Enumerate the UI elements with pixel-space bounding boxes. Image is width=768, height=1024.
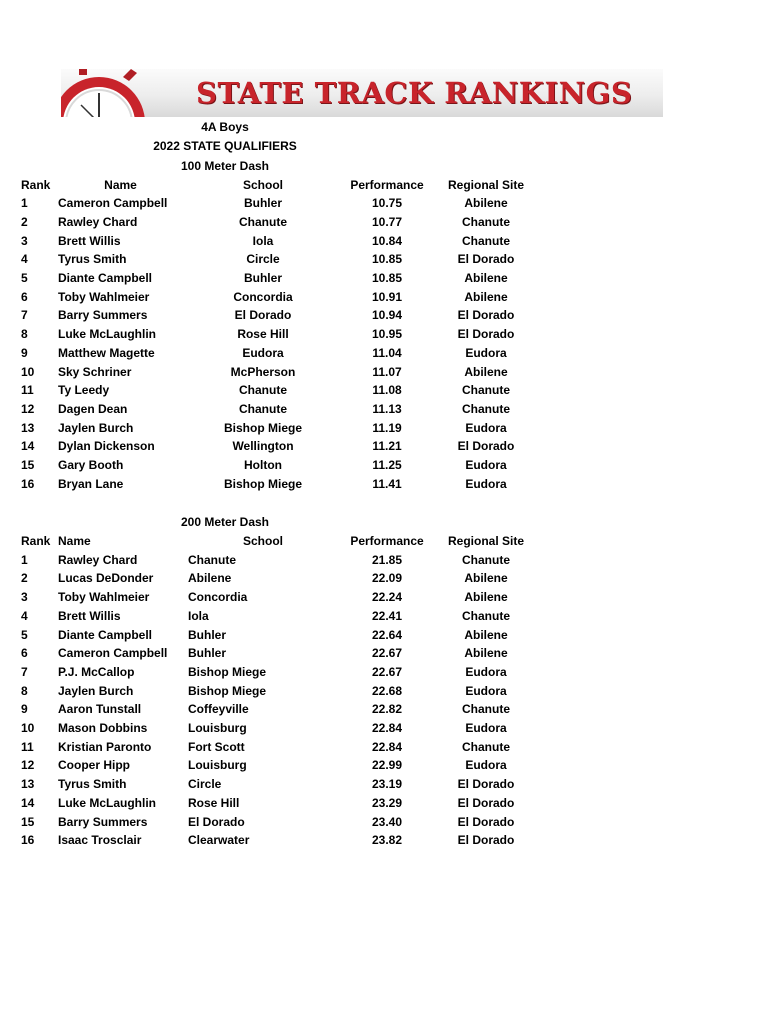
division-heading: 4A Boys [201,120,249,134]
col-performance-header: Performance [350,177,424,192]
regional-site-cell: Eudora [465,345,507,360]
regional-site-cell: Abilene [464,646,508,661]
school-cell: Chanute [239,214,287,229]
col-school-header: School [242,534,283,548]
rank-cell: 5 [21,271,28,285]
regional-site-cell: Abilene [464,627,508,642]
performance-cell: 22.64 [371,627,403,642]
school-cell: Chanute [239,401,287,416]
table-header [0,532,768,551]
school-cell: Louisburg [188,721,247,735]
school-cell: Eudora [242,345,284,360]
regional-site-cell: El Dorado [457,327,515,342]
regional-site-cell: Chanute [462,552,510,567]
col-site-header: Regional Site [447,177,524,192]
school-cell: Buhler [188,646,227,661]
school-cell: Wellington [232,439,294,454]
qualifiers-heading: 2022 STATE QUALIFIERS [153,139,297,153]
athlete-name-cell: Diante Campbell [58,627,153,642]
rank-cell: 6 [21,289,28,304]
rank-cell: 8 [21,327,28,342]
table-row [0,475,768,494]
rank-cell: 10 [21,721,35,735]
school-cell: Iola [252,233,274,248]
athlete-name-cell: Cameron Campbell [58,196,168,211]
performance-cell: 11.19 [372,420,402,435]
regional-site-cell: Eudora [465,683,507,698]
table-row [0,306,768,325]
table-row [0,831,768,850]
rank-cell: 7 [21,308,28,323]
athlete-name-cell: Toby Wahlmeier [58,590,150,605]
athlete-name-cell: Cameron Campbell [58,646,168,661]
rank-cell: 13 [21,777,35,792]
table-row [0,456,768,475]
performance-cell: 10.91 [371,289,403,304]
table-row [0,232,768,251]
performance-cell: 23.82 [371,833,403,848]
performance-cell: 10.85 [371,271,403,285]
athlete-name-cell: Matthew Magette [58,345,155,360]
regional-site-cell: Chanute [462,702,510,717]
table-row [0,344,768,363]
table-row [0,569,768,588]
school-cell: Rose Hill [237,327,289,342]
event-title: 100 Meter Dash [180,159,270,173]
athlete-name-cell: Barry Summers [58,308,148,323]
performance-cell: 23.29 [371,795,403,810]
athlete-name-cell: Mason Dobbins [58,721,148,735]
table-row [0,813,768,832]
athlete-name-cell: Rawley Chard [58,214,138,229]
regional-site-cell: Eudora [465,664,507,679]
performance-cell: 21.85 [371,552,403,567]
school-cell: Clearwater [188,833,250,848]
table-row [0,588,768,607]
table-row [0,213,768,232]
regional-site-cell: Chanute [462,233,510,248]
athlete-name-cell: Sky Schriner [58,364,132,379]
regional-site-cell: El Dorado [457,814,515,829]
table-row [0,794,768,813]
performance-cell: 10.77 [371,214,403,229]
regional-site-cell: Eudora [465,721,507,735]
regional-site-cell: Abilene [464,590,508,605]
performance-cell: 11.21 [372,439,402,454]
regional-site-cell: Eudora [465,758,507,773]
rank-cell: 1 [21,196,28,211]
table-row [0,719,768,738]
performance-cell: 10.75 [371,196,403,211]
performance-cell: 11.13 [372,401,402,416]
regional-site-cell: Chanute [462,739,510,754]
performance-cell: 10.95 [371,327,403,342]
regional-site-cell: Abilene [464,196,508,211]
col-rank-header: Rank [21,534,51,548]
table-row [0,400,768,419]
performance-cell: 11.25 [372,458,402,472]
rank-cell: 2 [21,571,28,586]
rank-cell: 4 [21,608,28,623]
performance-cell: 11.04 [372,345,402,360]
col-name-header: Name [58,534,91,548]
athlete-name-cell: Luke McLaughlin [58,327,157,342]
col-school-header: School [242,177,283,192]
school-cell: Bishop Miege [188,683,267,698]
athlete-name-cell: Diante Campbell [58,271,153,285]
regional-site-cell: Abilene [464,289,508,304]
athlete-name-cell: Jaylen Burch [58,420,134,435]
school-cell: Bishop Miege [223,476,302,491]
regional-site-cell: Chanute [462,214,510,229]
table-row [0,269,768,288]
athlete-name-cell: Isaac Trosclair [58,833,142,848]
col-name-header: Name [104,177,137,192]
athlete-name-cell: Dylan Dickenson [58,439,155,454]
table-row [0,363,768,382]
rank-cell: 15 [21,458,35,472]
rank-cell: 4 [21,252,28,267]
regional-site-cell: Chanute [462,383,510,398]
table-header [0,176,768,195]
rank-cell: 2 [21,214,28,229]
regional-site-cell: Chanute [462,401,510,416]
performance-cell: 22.84 [371,739,403,754]
athlete-name-cell: Toby Wahlmeier [58,289,150,304]
regional-site-cell: El Dorado [457,308,515,323]
table-row [0,644,768,663]
performance-cell: 11.08 [372,383,402,398]
rank-cell: 14 [21,795,35,810]
performance-cell: 22.68 [371,683,403,698]
school-cell: Concordia [188,590,248,605]
rank-cell: 11 [21,383,34,398]
performance-cell: 10.94 [371,308,403,323]
stopwatch-icon [61,69,201,117]
table-row [0,607,768,626]
performance-cell: 22.82 [371,702,403,717]
school-cell: Abilene [188,571,232,586]
rank-cell: 11 [21,739,34,754]
school-cell: Concordia [233,289,293,304]
school-cell: El Dorado [234,308,292,323]
school-cell: Buhler [188,627,227,642]
rank-cell: 13 [21,420,35,435]
performance-cell: 11.41 [372,476,402,491]
school-cell: Louisburg [188,758,247,773]
athlete-name-cell: Bryan Lane [58,476,124,491]
table-row [0,682,768,701]
athlete-name-cell: Luke McLaughlin [58,795,157,810]
school-cell: El Dorado [188,814,245,829]
table-row [0,626,768,645]
athlete-name-cell: Dagen Dean [58,401,128,416]
performance-cell: 22.09 [371,571,403,586]
rank-cell: 3 [21,590,28,605]
table-row [0,756,768,775]
athlete-name-cell: Barry Summers [58,814,148,829]
performance-cell: 22.99 [371,758,403,773]
athlete-name-cell: P.J. McCallop [58,664,135,679]
regional-site-cell: Eudora [465,458,507,472]
rank-cell: 16 [21,833,35,848]
regional-site-cell: Chanute [462,608,510,623]
performance-cell: 23.40 [371,814,403,829]
performance-cell: 23.19 [371,777,403,792]
athlete-name-cell: Gary Booth [58,458,124,472]
rank-cell: 8 [21,683,28,698]
school-cell: Bishop Miege [223,420,302,435]
table-row [0,288,768,307]
regional-site-cell: Abilene [464,364,508,379]
athlete-name-cell: Jaylen Burch [58,683,134,698]
school-cell: Circle [188,777,222,792]
rank-cell: 6 [21,646,28,661]
regional-site-cell: Abilene [464,271,508,285]
regional-site-cell: Eudora [465,476,507,491]
regional-site-cell: El Dorado [457,795,515,810]
regional-site-cell: El Dorado [457,439,515,454]
performance-cell: 10.85 [371,252,403,267]
col-performance-header: Performance [350,534,424,548]
athlete-name-cell: Ty Leedy [58,383,110,398]
table-row [0,325,768,344]
table-row [0,419,768,438]
athlete-name-cell: Tyrus Smith [58,252,127,267]
banner-title: STATE TRACK RANKINGS [196,76,633,110]
col-rank-header: Rank [21,177,51,192]
rank-cell: 5 [21,627,28,642]
performance-cell: 22.67 [371,646,403,661]
rank-cell: 3 [21,233,28,248]
rank-cell: 1 [21,552,28,567]
performance-cell: 11.07 [372,364,402,379]
rank-cell: 12 [21,758,35,773]
school-cell: Chanute [188,552,236,567]
school-cell: Holton [244,458,282,472]
school-cell: Circle [246,252,280,267]
table-row [0,775,768,794]
col-site-header: Regional Site [447,534,524,548]
athlete-name-cell: Cooper Hipp [58,758,130,773]
performance-cell: 22.24 [371,590,403,605]
rank-cell: 12 [21,401,35,416]
event-title: 200 Meter Dash [180,515,270,529]
table-row [0,700,768,719]
school-cell: Buhler [243,196,282,211]
regional-site-cell: El Dorado [457,833,515,848]
athlete-name-cell: Kristian Paronto [58,739,152,754]
rank-cell: 9 [21,345,28,360]
school-cell: Buhler [243,271,282,285]
regional-site-cell: Abilene [464,571,508,586]
performance-cell: 22.41 [371,608,403,623]
school-cell: Coffeyville [188,702,249,717]
rank-cell: 10 [21,364,35,379]
athlete-name-cell: Lucas DeDonder [58,571,154,586]
school-cell: Fort Scott [188,739,245,754]
regional-site-cell: El Dorado [457,252,515,267]
athlete-name-cell: Brett Willis [58,233,121,248]
athlete-name-cell: Tyrus Smith [58,777,127,792]
rank-cell: 14 [21,439,35,454]
regional-site-cell: El Dorado [457,777,515,792]
table-row [0,551,768,570]
performance-cell: 10.84 [371,233,403,248]
school-cell: Rose Hill [188,795,240,810]
school-cell: Chanute [239,383,287,398]
table-row [0,194,768,213]
table-row [0,381,768,400]
banner [61,69,663,117]
school-cell: Iola [188,608,209,623]
table-row [0,250,768,269]
regional-site-cell: Eudora [465,420,507,435]
performance-cell: 22.84 [371,721,403,735]
table-row [0,437,768,456]
rank-cell: 9 [21,702,28,717]
rank-cell: 15 [21,814,35,829]
table-row [0,663,768,682]
athlete-name-cell: Brett Willis [58,608,121,623]
athlete-name-cell: Aaron Tunstall [58,702,142,717]
rank-cell: 16 [21,476,35,491]
performance-cell: 22.67 [371,664,403,679]
athlete-name-cell: Rawley Chard [58,552,138,567]
rank-cell: 7 [21,664,28,679]
school-cell: Bishop Miege [188,664,267,679]
table-row [0,738,768,757]
school-cell: McPherson [230,364,296,379]
